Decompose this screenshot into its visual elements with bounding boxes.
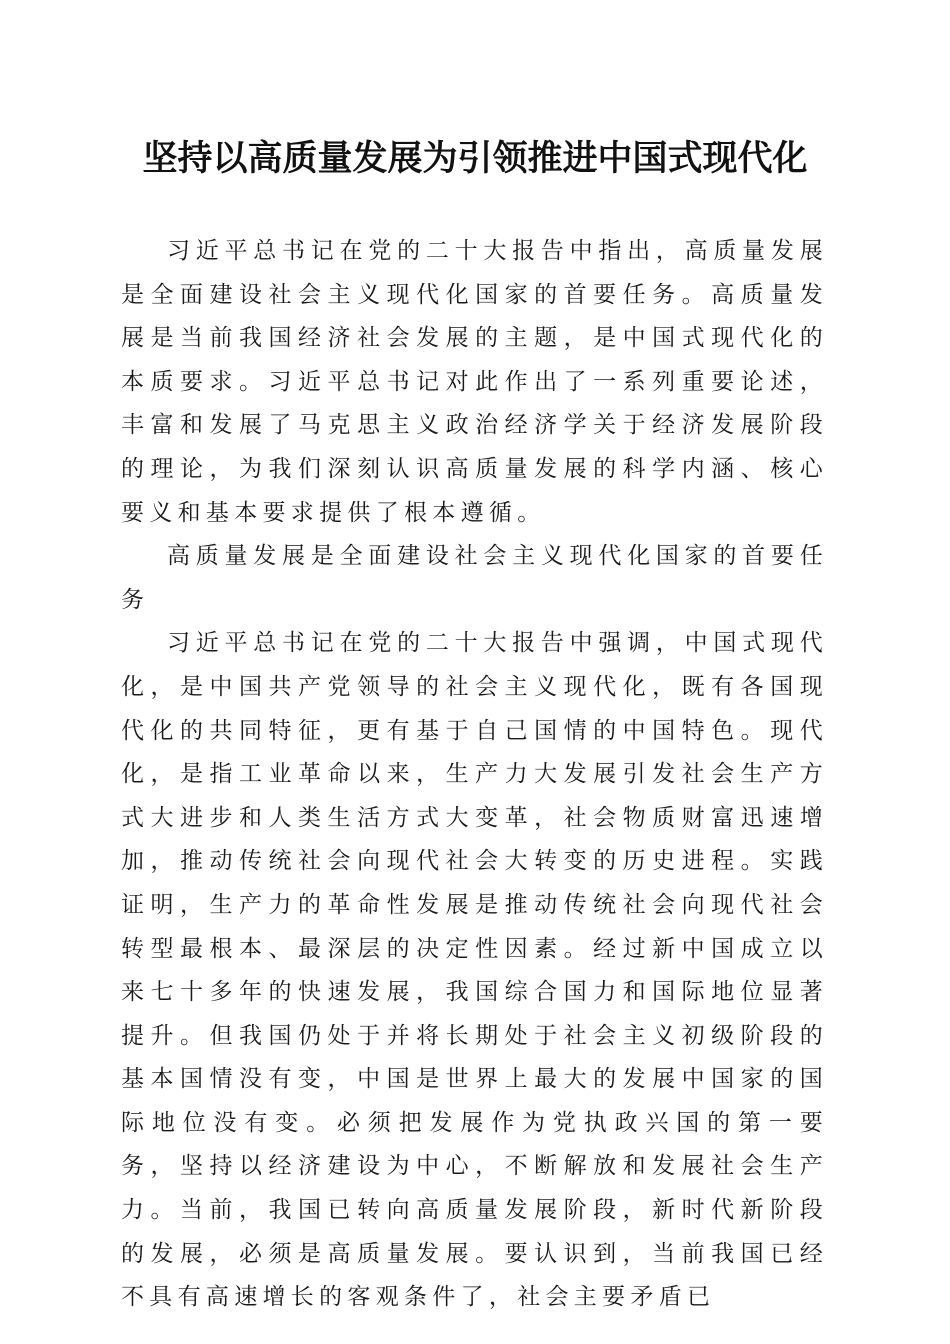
section-heading: 高质量发展是全面建设社会主义现代化国家的首要任务 <box>121 543 828 613</box>
document-body <box>121 230 828 1320</box>
document-title: 坚持以高质量发展为引领推进中国式现代化 <box>142 138 808 179</box>
paragraph-intro: 习近平总书记在党的二十大报告中指出，高质量发展是全面建设社会主义现代化国家的首要任务。高质量发展是当前我国经济社会发展的主题，是中国式现代化的本质要求。习近平总书记对此作出了一系列重要论述，丰富和发展了马克思主义政治经济学关于经济发展阶段的理论，为我们深刻认识高质量发展的科学内涵、核心要义和基本要求提供了根本遵循。 <box>121 238 828 526</box>
paragraph-section-body: 习近平总书记在党的二十大报告中强调，中国式现代化，是中国共产党领导的社会主义现代化，既有各国现代化的共同特征，更有基于自己国情的中国特色。现代化，是指工业革命以来，生产力大发展引发社会生产方式大进步和人类生活方式大变革，社会物质财富迅速增加，推动传统社会向现代社会大转变的历史进程。实践证明，生产力的革命性发展是推动传统社会向现代社会转型最根本、最深层的决定性因素。经过新中国成立以来七十多年的快速发展，我国综合国力和国际地位显著提升。但我国仍处于并将长期处于社会主义初级阶段的基本国情没有变，中国是世界上最大的发展中国家的国际地位没有变。必须把发展作为党执政兴国的第一要务，坚持以经济建设为中心，不断解放和发展社会生产力。当前，我国已转向高质量发展阶段，新时代新阶段的发展，必须是高质量发展。要认识到，当前我国已经不具有高速增长的客观条件了，社会主要矛盾已 <box>121 630 828 1311</box>
